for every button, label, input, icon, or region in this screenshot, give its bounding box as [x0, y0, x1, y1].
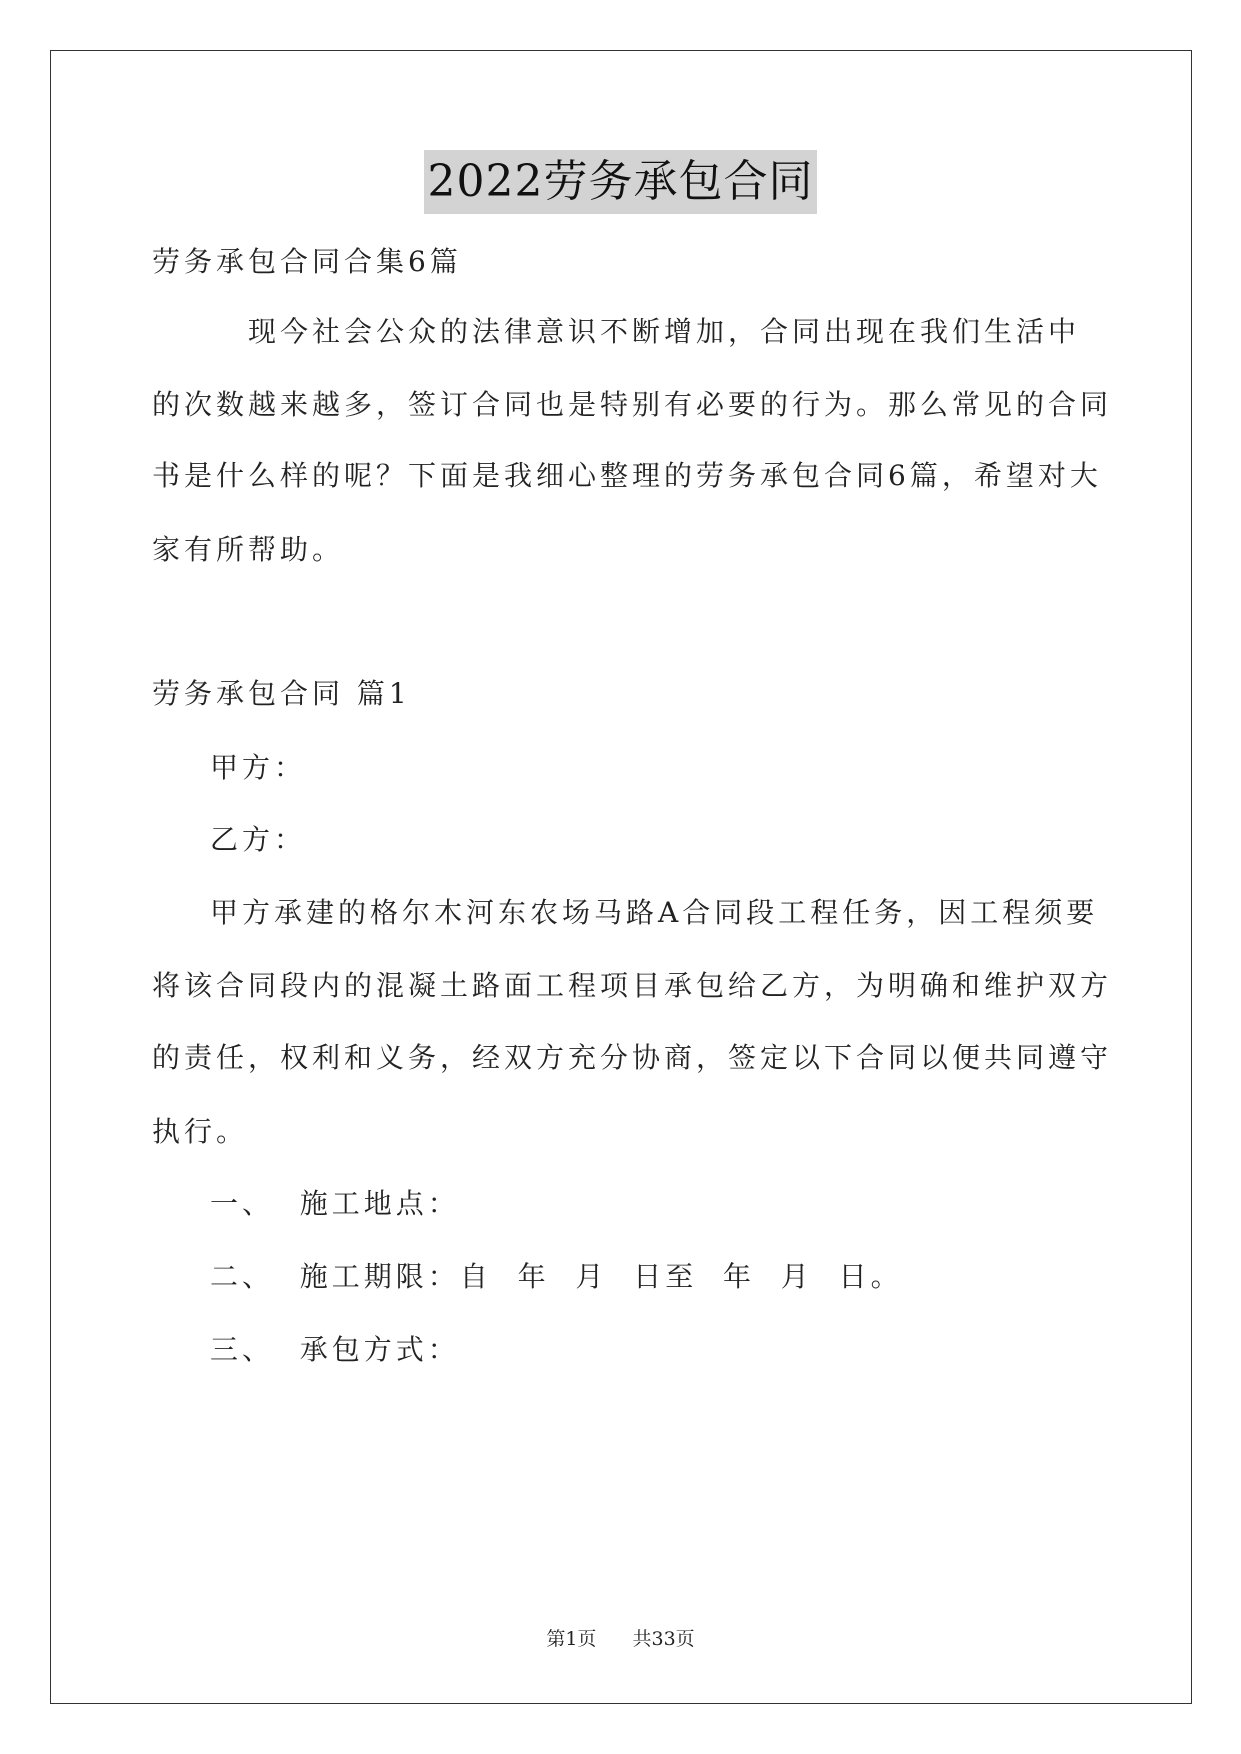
clause-2: 二、 施工期限：自 年 月 日至 年 月 日。	[210, 1260, 903, 1293]
party-a-label: 甲方：	[210, 751, 307, 784]
page-number-total: 共33页	[632, 1628, 695, 1650]
document-subtitle: 劳务承包合同合集6篇	[152, 245, 462, 278]
body-line-2: 将该合同段内的混凝土路面工程项目承包给乙方，为明确和维护双方	[152, 969, 1113, 1002]
page-number-current: 第1页	[546, 1628, 597, 1650]
party-b-label: 乙方：	[210, 823, 307, 856]
clause-1: 一、 施工地点：	[210, 1187, 460, 1220]
page-footer	[0, 1626, 1241, 1652]
body-line-1: 甲方承建的格尔木河东农场马路A合同段工程任务，因工程须要	[210, 896, 1099, 929]
section-heading: 劳务承包合同 篇1	[152, 677, 411, 710]
intro-line-3: 书是什么样的呢？下面是我细心整理的劳务承包合同6篇，希望对大	[152, 459, 1102, 492]
body-line-4: 执行。	[152, 1115, 249, 1148]
document-title: 2022劳务承包合同	[424, 150, 818, 214]
body-line-3: 的责任，权利和义务，经双方充分协商，签定以下合同以便共同遵守	[152, 1041, 1113, 1074]
intro-line-4: 家有所帮助。	[152, 533, 345, 566]
clause-3: 三、 承包方式：	[210, 1333, 460, 1366]
intro-line-1: 现今社会公众的法律意识不断增加，合同出现在我们生活中	[248, 315, 1081, 348]
intro-line-2: 的次数越来越多，签订合同也是特别有必要的行为。那么常见的合同	[152, 388, 1113, 421]
title-container	[0, 150, 1241, 214]
page-border	[50, 50, 1192, 1704]
